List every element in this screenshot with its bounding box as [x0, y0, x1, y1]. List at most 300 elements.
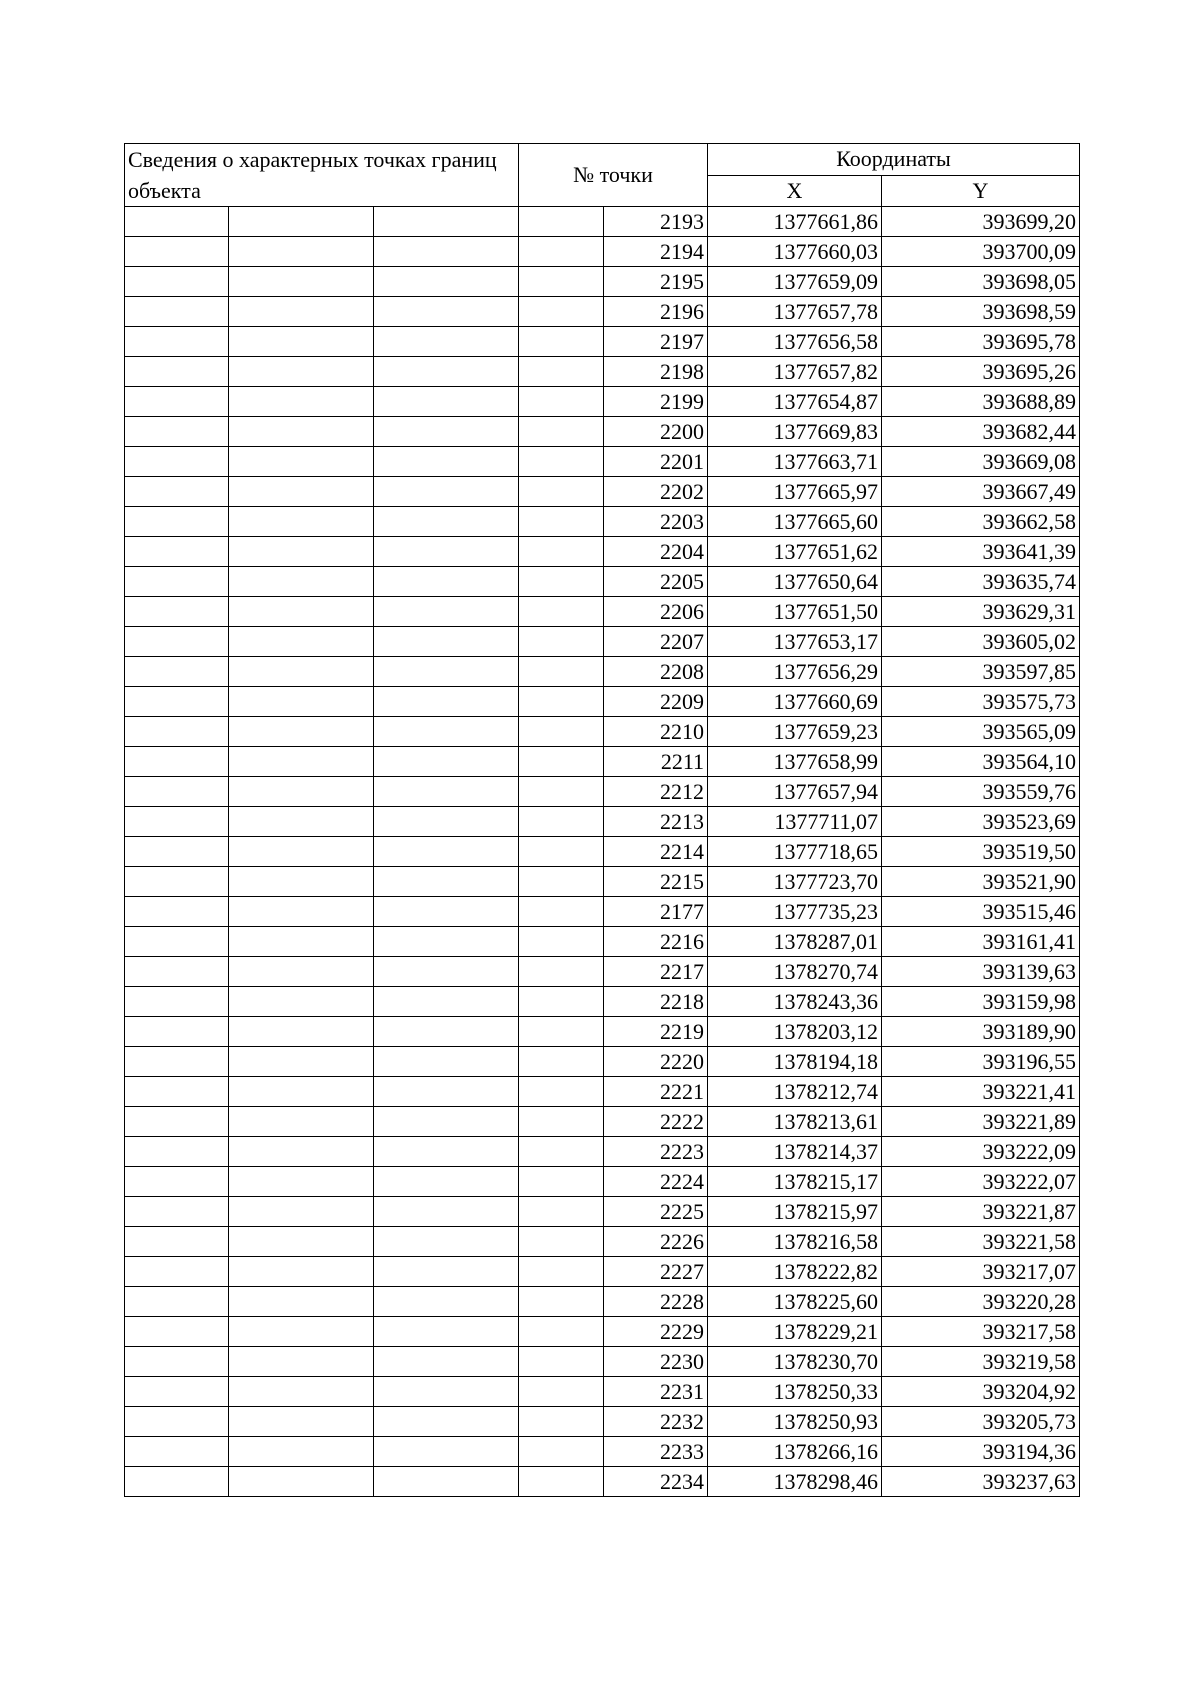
header-row-1 [125, 144, 1080, 176]
empty-cell [519, 1317, 604, 1347]
empty-cell [125, 1407, 229, 1437]
table-row [125, 1077, 1080, 1107]
y-coordinate-cell: 393662,58 [882, 507, 1080, 537]
empty-cell [519, 597, 604, 627]
empty-cell [229, 537, 374, 567]
x-coordinate-cell: 1377711,07 [708, 807, 882, 837]
empty-cell [229, 267, 374, 297]
y-coordinate-cell: 393688,89 [882, 387, 1080, 417]
empty-cell [125, 867, 229, 897]
x-coordinate-cell: 1378203,12 [708, 1017, 882, 1047]
empty-cell [125, 447, 229, 477]
y-coordinate-cell: 393700,09 [882, 237, 1080, 267]
x-coordinate-cell: 1377665,97 [708, 477, 882, 507]
empty-cell [229, 357, 374, 387]
empty-cell [519, 297, 604, 327]
empty-cell [519, 657, 604, 687]
table-row [125, 1347, 1080, 1377]
table-row [125, 1227, 1080, 1257]
empty-cell [519, 477, 604, 507]
y-coordinate-cell: 393629,31 [882, 597, 1080, 627]
empty-cell [374, 507, 519, 537]
empty-cell [125, 1257, 229, 1287]
x-coordinate-cell: 1378243,36 [708, 987, 882, 1017]
empty-cell [519, 897, 604, 927]
point-number-cell: 2214 [604, 837, 708, 867]
y-coordinate-cell: 393222,07 [882, 1167, 1080, 1197]
empty-cell [374, 687, 519, 717]
table-row [125, 207, 1080, 237]
empty-cell [374, 1017, 519, 1047]
x-coordinate-cell: 1378250,93 [708, 1407, 882, 1437]
table-row [125, 297, 1080, 327]
empty-cell [125, 537, 229, 567]
empty-cell [125, 897, 229, 927]
coordinates-table [124, 143, 1080, 1497]
empty-cell [229, 597, 374, 627]
point-number-cell: 2223 [604, 1137, 708, 1167]
table-row [125, 777, 1080, 807]
empty-cell [519, 567, 604, 597]
empty-cell [125, 957, 229, 987]
empty-cell [374, 1197, 519, 1227]
empty-cell [374, 387, 519, 417]
empty-cell [374, 1407, 519, 1437]
x-coordinate-cell: 1377660,03 [708, 237, 882, 267]
y-coordinate-cell: 393682,44 [882, 417, 1080, 447]
y-coordinate-cell: 393221,87 [882, 1197, 1080, 1227]
empty-cell [229, 987, 374, 1017]
table-row [125, 267, 1080, 297]
empty-cell [125, 687, 229, 717]
x-coordinate-cell: 1377656,58 [708, 327, 882, 357]
point-number-cell: 2233 [604, 1437, 708, 1467]
x-coordinate-cell: 1378212,74 [708, 1077, 882, 1107]
empty-cell [519, 1467, 604, 1497]
empty-cell [519, 837, 604, 867]
table-body [125, 207, 1080, 1497]
table-row [125, 567, 1080, 597]
empty-cell [374, 1137, 519, 1167]
table-row [125, 1437, 1080, 1467]
point-number-cell: 2218 [604, 987, 708, 1017]
empty-cell [229, 207, 374, 237]
empty-cell [374, 867, 519, 897]
empty-cell [125, 567, 229, 597]
point-number-cell: 2216 [604, 927, 708, 957]
table-row [125, 1287, 1080, 1317]
point-number-cell: 2206 [604, 597, 708, 627]
point-number-cell: 2234 [604, 1467, 708, 1497]
y-coordinate-cell: 393221,41 [882, 1077, 1080, 1107]
empty-cell [374, 747, 519, 777]
point-number-cell: 2209 [604, 687, 708, 717]
table-row [125, 597, 1080, 627]
point-number-cell: 2232 [604, 1407, 708, 1437]
y-coordinate-cell: 393515,46 [882, 897, 1080, 927]
x-coordinate-cell: 1377656,29 [708, 657, 882, 687]
empty-cell [229, 657, 374, 687]
empty-cell [229, 837, 374, 867]
empty-cell [374, 327, 519, 357]
empty-cell [229, 447, 374, 477]
y-coordinate-cell: 393194,36 [882, 1437, 1080, 1467]
empty-cell [229, 1047, 374, 1077]
x-coordinate-cell: 1377659,09 [708, 267, 882, 297]
table-row [125, 1377, 1080, 1407]
x-coordinate-cell: 1377735,23 [708, 897, 882, 927]
point-number-cell: 2177 [604, 897, 708, 927]
point-number-cell: 2194 [604, 237, 708, 267]
x-coordinate-cell: 1377658,99 [708, 747, 882, 777]
empty-cell [229, 1317, 374, 1347]
empty-cell [374, 567, 519, 597]
y-coordinate-cell: 393189,90 [882, 1017, 1080, 1047]
y-coordinate-cell: 393161,41 [882, 927, 1080, 957]
empty-cell [125, 1077, 229, 1107]
table-row [125, 837, 1080, 867]
empty-cell [125, 1047, 229, 1077]
empty-cell [229, 477, 374, 507]
empty-cell [519, 987, 604, 1017]
empty-cell [519, 267, 604, 297]
empty-cell [229, 1167, 374, 1197]
empty-cell [374, 207, 519, 237]
point-number-cell: 2207 [604, 627, 708, 657]
empty-cell [519, 1167, 604, 1197]
y-coordinate-cell: 393523,69 [882, 807, 1080, 837]
y-coordinate-cell: 393698,05 [882, 267, 1080, 297]
empty-cell [374, 447, 519, 477]
table-row [125, 897, 1080, 927]
x-coordinate-cell: 1378213,61 [708, 1107, 882, 1137]
table-row [125, 987, 1080, 1017]
empty-cell [125, 357, 229, 387]
x-coordinate-cell: 1378250,33 [708, 1377, 882, 1407]
empty-cell [374, 1167, 519, 1197]
empty-cell [374, 357, 519, 387]
table-row [125, 867, 1080, 897]
point-number-cell: 2200 [604, 417, 708, 447]
empty-cell [125, 1107, 229, 1137]
point-number-cell: 2193 [604, 207, 708, 237]
x-coordinate-cell: 1377660,69 [708, 687, 882, 717]
empty-cell [374, 957, 519, 987]
empty-cell [374, 1227, 519, 1257]
coordinates-header: Координаты [708, 144, 1080, 176]
x-coordinate-cell: 1378230,70 [708, 1347, 882, 1377]
empty-cell [374, 1107, 519, 1137]
empty-cell [229, 1407, 374, 1437]
empty-cell [374, 1437, 519, 1467]
point-number-cell: 2228 [604, 1287, 708, 1317]
x-coordinate-cell: 1377663,71 [708, 447, 882, 477]
point-number-cell: 2229 [604, 1317, 708, 1347]
empty-cell [519, 627, 604, 657]
point-number-cell: 2213 [604, 807, 708, 837]
x-coordinate-cell: 1378216,58 [708, 1227, 882, 1257]
empty-cell [229, 1287, 374, 1317]
table-row [125, 387, 1080, 417]
empty-cell [519, 1437, 604, 1467]
empty-cell [519, 927, 604, 957]
x-coordinate-cell: 1378225,60 [708, 1287, 882, 1317]
empty-cell [519, 1257, 604, 1287]
empty-cell [229, 867, 374, 897]
empty-cell [229, 687, 374, 717]
table-row [125, 1017, 1080, 1047]
empty-cell [519, 507, 604, 537]
y-coordinate-cell: 393204,92 [882, 1377, 1080, 1407]
point-number-cell: 2203 [604, 507, 708, 537]
empty-cell [519, 747, 604, 777]
point-number-cell: 2210 [604, 717, 708, 747]
y-coordinate-cell: 393605,02 [882, 627, 1080, 657]
empty-cell [125, 417, 229, 447]
empty-cell [229, 507, 374, 537]
empty-cell [125, 627, 229, 657]
empty-cell [125, 1287, 229, 1317]
point-number-cell: 2212 [604, 777, 708, 807]
empty-cell [374, 777, 519, 807]
table-row [125, 627, 1080, 657]
empty-cell [229, 1227, 374, 1257]
y-coordinate-cell: 393565,09 [882, 717, 1080, 747]
y-coordinate-cell: 393196,55 [882, 1047, 1080, 1077]
table-row [125, 927, 1080, 957]
point-number-cell: 2196 [604, 297, 708, 327]
y-coordinate-cell: 393521,90 [882, 867, 1080, 897]
empty-cell [125, 1347, 229, 1377]
empty-cell [125, 297, 229, 327]
empty-cell [374, 1377, 519, 1407]
empty-cell [229, 1437, 374, 1467]
empty-cell [374, 657, 519, 687]
point-number-cell: 2231 [604, 1377, 708, 1407]
x-coordinate-cell: 1378287,01 [708, 927, 882, 957]
point-number-cell: 2217 [604, 957, 708, 987]
empty-cell [519, 237, 604, 267]
y-coordinate-cell: 393641,39 [882, 537, 1080, 567]
point-number-cell: 2197 [604, 327, 708, 357]
x-coordinate-cell: 1377657,82 [708, 357, 882, 387]
empty-cell [519, 867, 604, 897]
point-number-cell: 2202 [604, 477, 708, 507]
empty-cell [374, 1287, 519, 1317]
point-number-cell: 2201 [604, 447, 708, 477]
y-coordinate-cell: 393221,58 [882, 1227, 1080, 1257]
empty-cell [229, 1347, 374, 1377]
empty-cell [374, 477, 519, 507]
empty-cell [374, 987, 519, 1017]
point-number-cell: 2227 [604, 1257, 708, 1287]
empty-cell [374, 1467, 519, 1497]
empty-cell [519, 357, 604, 387]
table-row [125, 657, 1080, 687]
empty-cell [519, 957, 604, 987]
y-coordinate-cell: 393205,73 [882, 1407, 1080, 1437]
y-column-header: Y [882, 175, 1080, 207]
table-header [125, 144, 1080, 207]
y-coordinate-cell: 393597,85 [882, 657, 1080, 687]
point-number-cell: 2224 [604, 1167, 708, 1197]
empty-cell [125, 507, 229, 537]
x-column-header: X [708, 175, 882, 207]
table-row [125, 957, 1080, 987]
empty-cell [229, 1377, 374, 1407]
y-coordinate-cell: 393669,08 [882, 447, 1080, 477]
empty-cell [519, 807, 604, 837]
empty-cell [374, 927, 519, 957]
x-coordinate-cell: 1377657,78 [708, 297, 882, 327]
empty-cell [519, 1047, 604, 1077]
point-number-cell: 2211 [604, 747, 708, 777]
x-coordinate-cell: 1377654,87 [708, 387, 882, 417]
empty-cell [519, 717, 604, 747]
x-coordinate-cell: 1378270,74 [708, 957, 882, 987]
table-row [125, 717, 1080, 747]
empty-cell [125, 207, 229, 237]
x-coordinate-cell: 1378229,21 [708, 1317, 882, 1347]
table-row [125, 1167, 1080, 1197]
empty-cell [519, 1227, 604, 1257]
empty-cell [374, 717, 519, 747]
empty-cell [229, 777, 374, 807]
y-coordinate-cell: 393695,26 [882, 357, 1080, 387]
x-coordinate-cell: 1378215,17 [708, 1167, 882, 1197]
y-coordinate-cell: 393519,50 [882, 837, 1080, 867]
empty-cell [374, 627, 519, 657]
empty-cell [519, 1197, 604, 1227]
table-row [125, 1107, 1080, 1137]
empty-cell [519, 1017, 604, 1047]
empty-cell [229, 387, 374, 417]
empty-cell [374, 837, 519, 867]
x-coordinate-cell: 1377659,23 [708, 717, 882, 747]
boundary-points-info-header: Сведения о характерных точках границ объекта [125, 144, 519, 207]
empty-cell [374, 1317, 519, 1347]
x-coordinate-cell: 1378194,18 [708, 1047, 882, 1077]
empty-cell [374, 537, 519, 567]
y-coordinate-cell: 393564,10 [882, 747, 1080, 777]
empty-cell [519, 1407, 604, 1437]
point-number-cell: 2226 [604, 1227, 708, 1257]
empty-cell [125, 837, 229, 867]
point-number-cell: 2220 [604, 1047, 708, 1077]
empty-cell [519, 1107, 604, 1137]
x-coordinate-cell: 1377651,50 [708, 597, 882, 627]
table-row [125, 747, 1080, 777]
empty-cell [125, 1437, 229, 1467]
empty-cell [125, 237, 229, 267]
x-coordinate-cell: 1377650,64 [708, 567, 882, 597]
y-coordinate-cell: 393575,73 [882, 687, 1080, 717]
empty-cell [125, 1227, 229, 1257]
empty-cell [125, 1377, 229, 1407]
empty-cell [519, 417, 604, 447]
x-coordinate-cell: 1377653,17 [708, 627, 882, 657]
empty-cell [229, 1137, 374, 1167]
empty-cell [374, 297, 519, 327]
x-coordinate-cell: 1377657,94 [708, 777, 882, 807]
y-coordinate-cell: 393559,76 [882, 777, 1080, 807]
empty-cell [229, 747, 374, 777]
table-row [125, 477, 1080, 507]
table-row [125, 357, 1080, 387]
x-coordinate-cell: 1377651,62 [708, 537, 882, 567]
empty-cell [374, 237, 519, 267]
empty-cell [125, 807, 229, 837]
empty-cell [125, 1137, 229, 1167]
empty-cell [519, 447, 604, 477]
y-coordinate-cell: 393699,20 [882, 207, 1080, 237]
y-coordinate-cell: 393221,89 [882, 1107, 1080, 1137]
empty-cell [229, 1257, 374, 1287]
empty-cell [125, 387, 229, 417]
empty-cell [125, 1017, 229, 1047]
table-row [125, 507, 1080, 537]
x-coordinate-cell: 1378215,97 [708, 1197, 882, 1227]
empty-cell [519, 687, 604, 717]
empty-cell [519, 1137, 604, 1167]
empty-cell [125, 777, 229, 807]
empty-cell [125, 747, 229, 777]
empty-cell [229, 1077, 374, 1107]
point-number-cell: 2230 [604, 1347, 708, 1377]
y-coordinate-cell: 393222,09 [882, 1137, 1080, 1167]
table-row [125, 1137, 1080, 1167]
empty-cell [229, 1467, 374, 1497]
point-number-cell: 2199 [604, 387, 708, 417]
table-row [125, 1317, 1080, 1347]
y-coordinate-cell: 393217,07 [882, 1257, 1080, 1287]
empty-cell [229, 897, 374, 927]
x-coordinate-cell: 1378266,16 [708, 1437, 882, 1467]
x-coordinate-cell: 1378222,82 [708, 1257, 882, 1287]
point-number-cell: 2198 [604, 357, 708, 387]
empty-cell [229, 237, 374, 267]
point-number-cell: 2215 [604, 867, 708, 897]
table-row [125, 1407, 1080, 1437]
empty-cell [229, 1017, 374, 1047]
y-coordinate-cell: 393695,78 [882, 327, 1080, 357]
table-row [125, 1197, 1080, 1227]
point-number-cell: 2208 [604, 657, 708, 687]
empty-cell [519, 1377, 604, 1407]
empty-cell [519, 777, 604, 807]
empty-cell [125, 1167, 229, 1197]
empty-cell [229, 297, 374, 327]
table-row [125, 687, 1080, 717]
table-row [125, 1047, 1080, 1077]
empty-cell [374, 1257, 519, 1287]
empty-cell [519, 1347, 604, 1377]
empty-cell [229, 417, 374, 447]
empty-cell [125, 717, 229, 747]
empty-cell [519, 327, 604, 357]
point-number-cell: 2205 [604, 567, 708, 597]
empty-cell [374, 897, 519, 927]
empty-cell [374, 1347, 519, 1377]
point-number-cell: 2195 [604, 267, 708, 297]
empty-cell [374, 417, 519, 447]
empty-cell [125, 657, 229, 687]
y-coordinate-cell: 393237,63 [882, 1467, 1080, 1497]
table-row [125, 1257, 1080, 1287]
x-coordinate-cell: 1377723,70 [708, 867, 882, 897]
y-coordinate-cell: 393667,49 [882, 477, 1080, 507]
empty-cell [125, 987, 229, 1017]
